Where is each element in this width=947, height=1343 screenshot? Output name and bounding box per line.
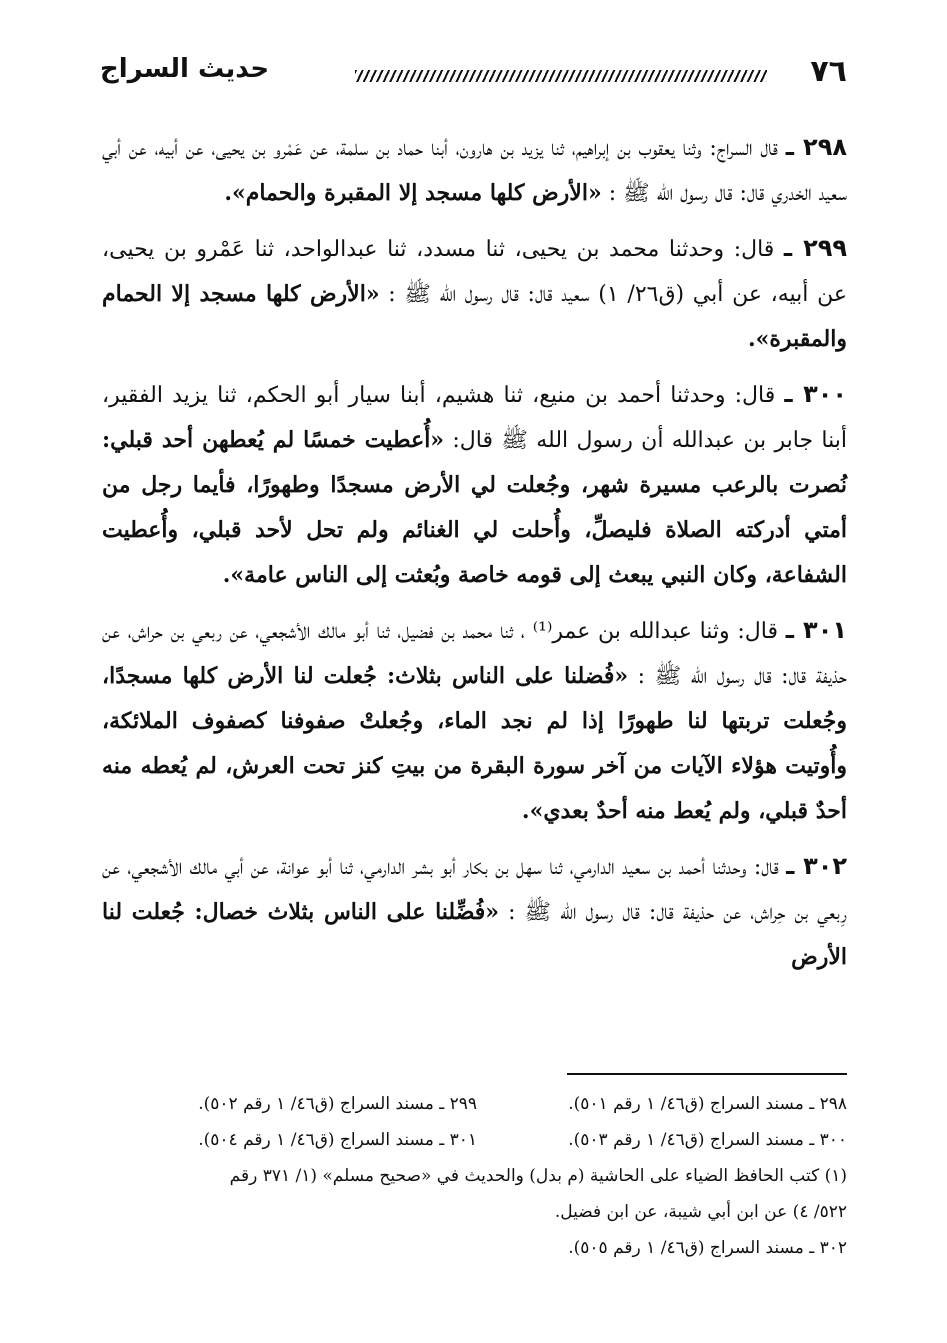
hadith-number: ٣٠٠ ـ: [784, 380, 848, 408]
footnote-ref-298: ٢٩٨ ـ مسند السراج (ق٤٦/ ١ رقم ٥٠١).: [568, 1094, 847, 1114]
footnote-ref-299: ٢٩٩ ـ مسند السراج (ق٤٦/ ١ رقم ٥٠٢).: [198, 1094, 477, 1114]
footnote-note-1-cont: ٥٢٢/ ٤) عن ابن أبي شيبة، عن ابن فضيل.: [554, 1202, 847, 1222]
hadith-299: [102, 226, 847, 362]
page-number: ٧٦: [810, 54, 847, 89]
footnote-ref-301: ٣٠١ ـ مسند السراج (ق٤٦/ ١ رقم ٥٠٤).: [198, 1130, 477, 1150]
hadith-298: [102, 125, 847, 216]
footnote-ref-302: ٣٠٢ ـ مسند السراج (ق٤٦/ ١ رقم ٥٠٥).: [568, 1238, 847, 1258]
main-text: [102, 125, 847, 990]
footnote-separator: [567, 1073, 847, 1075]
hadith-301: [102, 608, 847, 834]
book-title: حديث السراج: [100, 54, 270, 84]
hadith-number: ٢٩٨ ـ: [785, 133, 847, 161]
footnote-row: [102, 1122, 847, 1158]
hadith-matn: «أُعطيت خمسًا لم يُعطهن أحد قبلي: نُصرت بالرعب مسيرة شهر، وجُعلت لي الأرض مسجدًا وطهورًا، فأيما رجل من أمتي أدركته الصلاة فليصلِّ، وأُحلت لي الغنائم ولم تحل لأحد قبلي، وأُعطيت الشفاعة، وكان النبي يبعث إلى قومه خاصة وبُعثت إلى الناس عامة».: [102, 427, 847, 588]
footnote-row: [102, 1086, 847, 1122]
footnote-ref-300: ٣٠٠ ـ مسند السراج (ق٤٦/ ١ رقم ٥٠٣).: [568, 1130, 847, 1150]
hadith-302: [102, 844, 847, 980]
hadith-isnad: قال: وثنا عبدالله بن عمر⁽¹⁾ ، ثنا محمد بن فضيل، ثنا أبو مالك الأشجعي، عن ربعي بن حراش، عن حذيفة قال: قال رسول الله ﷺ :: [102, 619, 847, 689]
hadith-isnad: قال: وحدثنا أحمد بن منيع، ثنا هشيم، أبنا سيار أبو الحكم، ثنا يزيد الفقير، أبنا جابر بن عبدالله أن رسول الله ﷺ قال:: [102, 383, 847, 453]
footnotes: [102, 1086, 847, 1266]
hadith-isnad: قال: وحدثنا أحمد بن سعيد الدارمي، ثنا سهل بن بكار أبو بشر الدارمي، ثنا أبو عوانة، عن أبي مالك الأشجعي، عن رِبعي بن حِراش، عن حذيفة قال: قال رسول الله ﷺ :: [102, 855, 847, 925]
page-header: [100, 52, 847, 96]
hadith-300: [102, 372, 847, 598]
footnote-note-1: (١) كتب الحافظ الضياء على الحاشية (م بدل) والحديث في «صحيح مسلم» (١/ ٣٧١ رقم: [229, 1166, 847, 1186]
header-ornament-rule: [355, 70, 767, 82]
hadith-matn: «فُضلنا على الناس بثلاث: جُعلت لنا الأرض كلها مسجدًا، وجُعلت تربتها لنا طهورًا إذا لم نجد الماء، وجُعلتْ صفوفنا كصفوف الملائكة، وأُوتيت هؤلاء الآيات من آخر سورة البقرة من بيتِ كنز تحت العرش، لم يُعطه منه أحدٌ قبلي، ولم يُعط منه أحدٌ بعدي».: [102, 663, 847, 824]
hadith-number: ٣٠٢ ـ: [786, 852, 848, 880]
hadith-isnad: قال: وحدثنا محمد بن يحيى، ثنا مسدد، ثنا عبدالواحد، ثنا عَمْرو بن يحيى، عن أبيه، عن أبي (ق٢٦/ ١) سعيد قال: قال رسول الله ﷺ :: [102, 237, 847, 307]
hadith-matn: «الأرض كلها مسجد إلا المقبرة والحمام».: [224, 180, 602, 206]
hadith-isnad: قال السراج: وثنا يعقوب بن إبراهيم، ثنا يزيد بن هارون، أبنا حماد بن سلمة، عن عَمْرو بن يحيى، عن أبيه، عن أبي سعيد الخدري قال: قال رسول الله ﷺ :: [102, 136, 847, 206]
hadith-matn: «فُضِّلنا على الناس بثلاث خصال: جُعلت لنا الأرض: [102, 899, 847, 970]
hadith-number: ٢٩٩ ـ: [783, 234, 848, 262]
hadith-matn: «الأرض كلها مسجد إلا الحمام والمقبرة».: [102, 281, 847, 352]
hadith-number: ٣٠١ ـ: [785, 616, 847, 644]
